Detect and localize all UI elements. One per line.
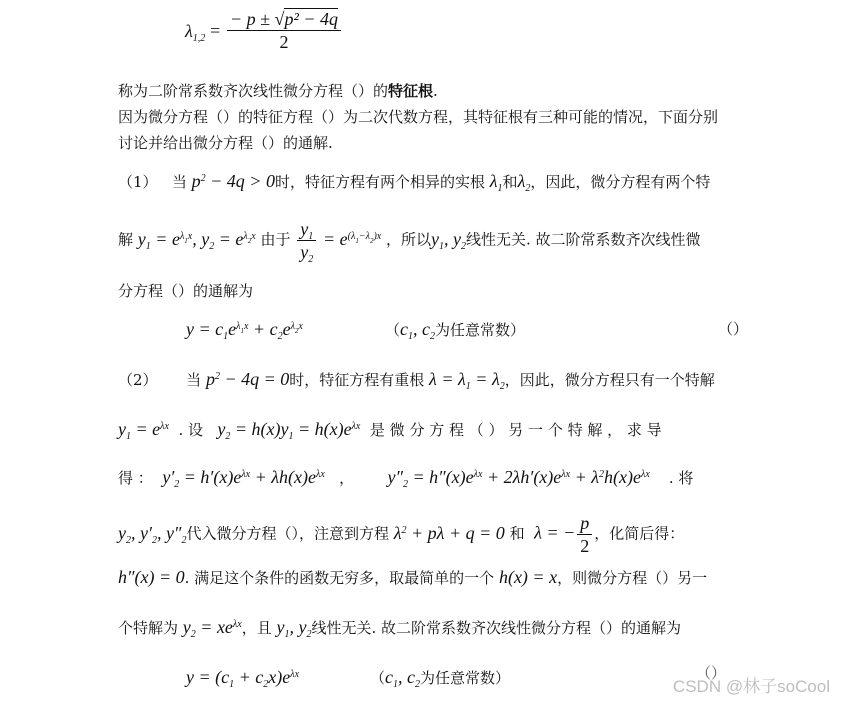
equation-tag-2: （） — [696, 664, 727, 682]
case2-constants-note: （$c_1$, $c_2$为任意常数） — [370, 667, 511, 690]
case1-general-solution: $y = c_1e^{\lambda_1x} + c_2e^{\lambda_2x}$ — [186, 319, 303, 342]
case2-general-solution: $y = (c_1 + c_2x)e^{\lambda x}$ — [186, 667, 300, 690]
case1-line1: （1） 当 $p^2 - 4q > 0$时，特征方程有两个相异的实根 $\lambda_1$和$\lambda_2$，因此，微分方程有两个特 — [118, 171, 711, 194]
lambda-lhs: $\lambda_{1,2}$ — [185, 20, 206, 44]
case2-line2: $y_1 = e^{\lambda x}$ . 设 $y_2 = h(x)y_1 = h(x)e^{\lambda x}$ 是 微 分 方 程 （ ） 另 一 个 特 解 ， 求 导 — [118, 419, 662, 442]
case1-line3: 分方程（）的通解为 — [118, 282, 254, 300]
definition-line: 称为二阶常系数齐次线性微分方程（）的特征根. — [118, 82, 438, 100]
case1-line2: 解 $y_1 = e^{\lambda_1x}$, $y_2 = e^{\lambda_2x}$ 由于 $\frac{y_1}{y_2}$ = $e^{(\lambda_1-\lambda_2)x}$ ，所以$y_1$, $y_2$线性无关. 故二阶常系数齐次线性微 — [118, 219, 701, 265]
case1-constants-note: （$c_1$, $c_2$为任意常数） — [385, 319, 526, 342]
lambda-formula: $\lambda_{1,2}$ = $\frac{\text{− p ± √p² − 4q}}{2}$ — [185, 8, 343, 68]
case2-line5: h″(x) = 0. 满足这个条件的函数无穷多，取最简单的一个 h(x) = x，则微分方程（）另一 — [118, 567, 708, 587]
watermark: CSDN @林子soCool — [672, 677, 830, 696]
case2-line4: $y_2$, $y'_2$, $y''_2$代入微分方程（），注意到方程 $\lambda^2 + p\lambda + q = 0$ 和 λ = − $\frac{p}{2}$ ，化简后得： — [118, 513, 685, 556]
lambda-fraction: $\frac{\text{− p ± √p² − 4q}}{2}$ — [227, 8, 341, 53]
equation-tag-1: （） — [718, 320, 749, 338]
case2-line6: 个特解为 $y_2 = xe^{\lambda x}$，且 $y_1$, $y_2$线性无关. 故二阶常系数齐次线性微分方程（）的通解为 — [118, 617, 682, 640]
case2-line1: （2） 当 $p^2 - 4q = 0$时，特征方程有重根 $\lambda = \lambda_1 = \lambda_2$，因此，微分方程只有一个特解 — [118, 369, 715, 392]
intro-line-2: 讨论并给出微分方程（）的通解. — [118, 134, 333, 152]
case2-line3: 得 ： $y'_2 = h'(x)e^{\lambda x} + \lambda h(x)e^{\lambda x}$ ， $y''_2 = h''(x)e^{\lambda x} + 2\lambda h'(x)e^{\lambda x} + \lambda^2h(x)e^{\lambda x}$ . 将 — [118, 467, 694, 490]
intro-line-1: 因为微分方程（）的特征方程（）为二次代数方程，其特征根有三种可能的情况，下面分别 — [118, 108, 719, 126]
